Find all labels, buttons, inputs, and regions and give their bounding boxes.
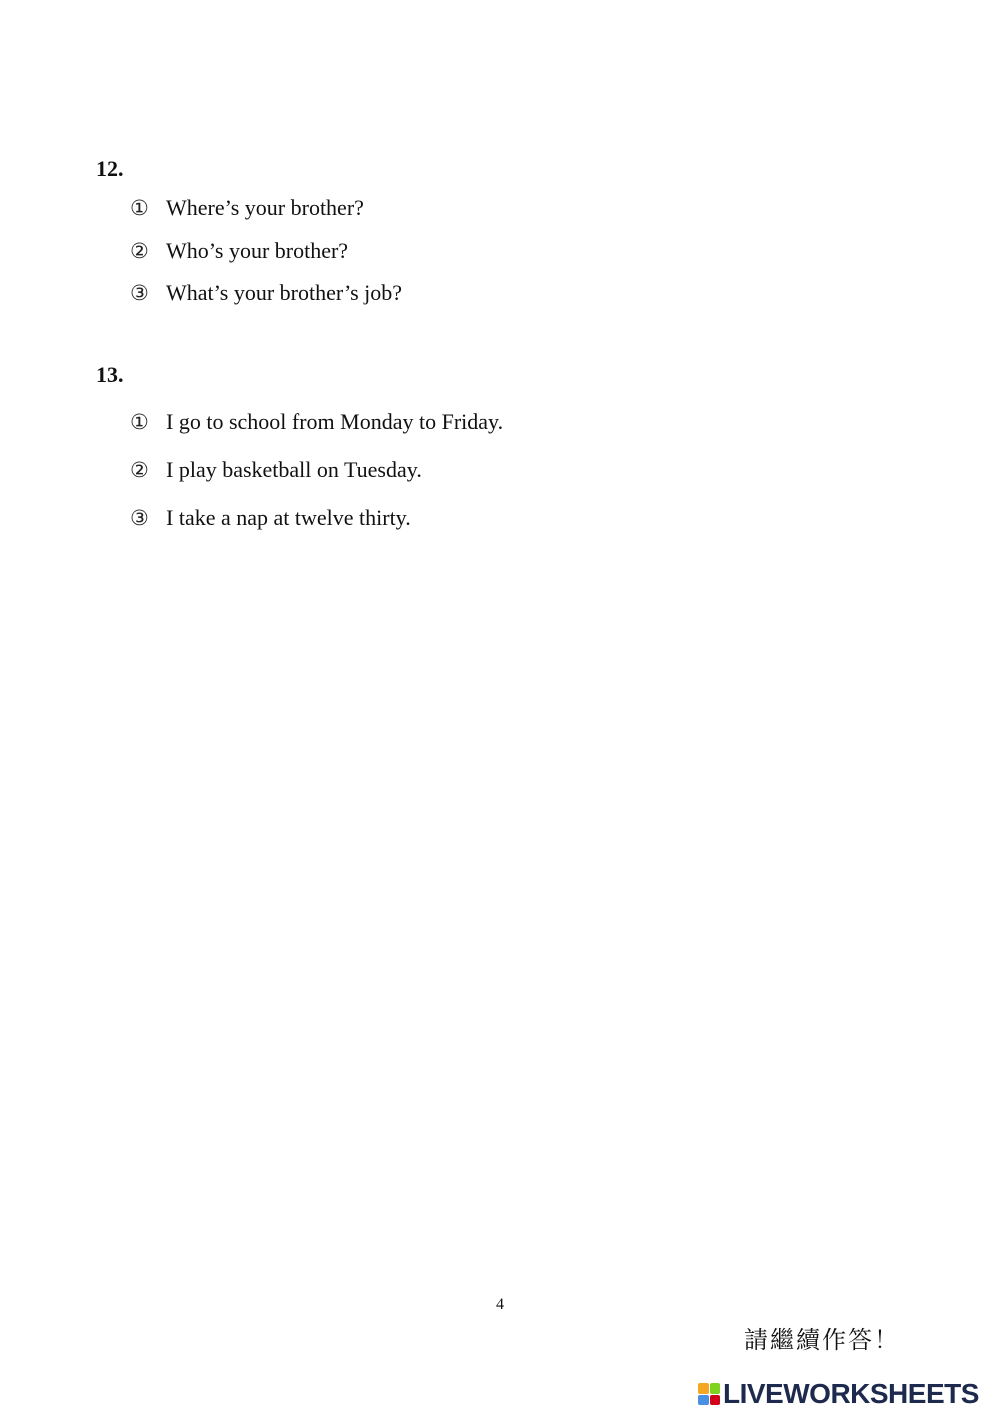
option-marker: ① <box>130 196 149 220</box>
page-number: 4 <box>496 1296 504 1313</box>
icon-tile <box>710 1395 721 1406</box>
option-text: Who’s your brother? <box>166 238 349 263</box>
question-12-option-3[interactable] <box>130 280 402 306</box>
option-marker: ② <box>130 239 149 263</box>
question-12-option-1[interactable] <box>130 195 364 221</box>
option-text: What’s your brother’s job? <box>166 280 403 305</box>
liveworksheets-icon <box>698 1383 720 1405</box>
question-13-option-3[interactable] <box>130 505 411 531</box>
question-13-option-1[interactable] <box>130 409 503 435</box>
option-marker: ① <box>130 410 149 434</box>
question-12-option-2[interactable] <box>130 238 348 264</box>
icon-tile <box>698 1383 709 1394</box>
option-text: Where’s your brother? <box>166 195 364 220</box>
question-12-number: 12. <box>96 156 124 181</box>
option-text: I go to school from Monday to Friday. <box>166 409 504 434</box>
icon-tile <box>710 1383 721 1394</box>
option-text: I play basketball on Tuesday. <box>166 457 422 482</box>
option-marker: ③ <box>130 281 149 305</box>
question-13-option-2[interactable] <box>130 457 422 483</box>
continue-note: 請繼續作答！ <box>744 1326 900 1354</box>
brand-logo <box>698 1379 979 1409</box>
question-13-number: 13. <box>96 362 124 387</box>
brand-name: LIVEWORKSHEETS <box>723 1378 979 1409</box>
option-marker: ② <box>130 458 149 482</box>
icon-tile <box>698 1395 709 1406</box>
option-text: I take a nap at twelve thirty. <box>166 505 411 530</box>
option-marker: ③ <box>130 506 149 530</box>
